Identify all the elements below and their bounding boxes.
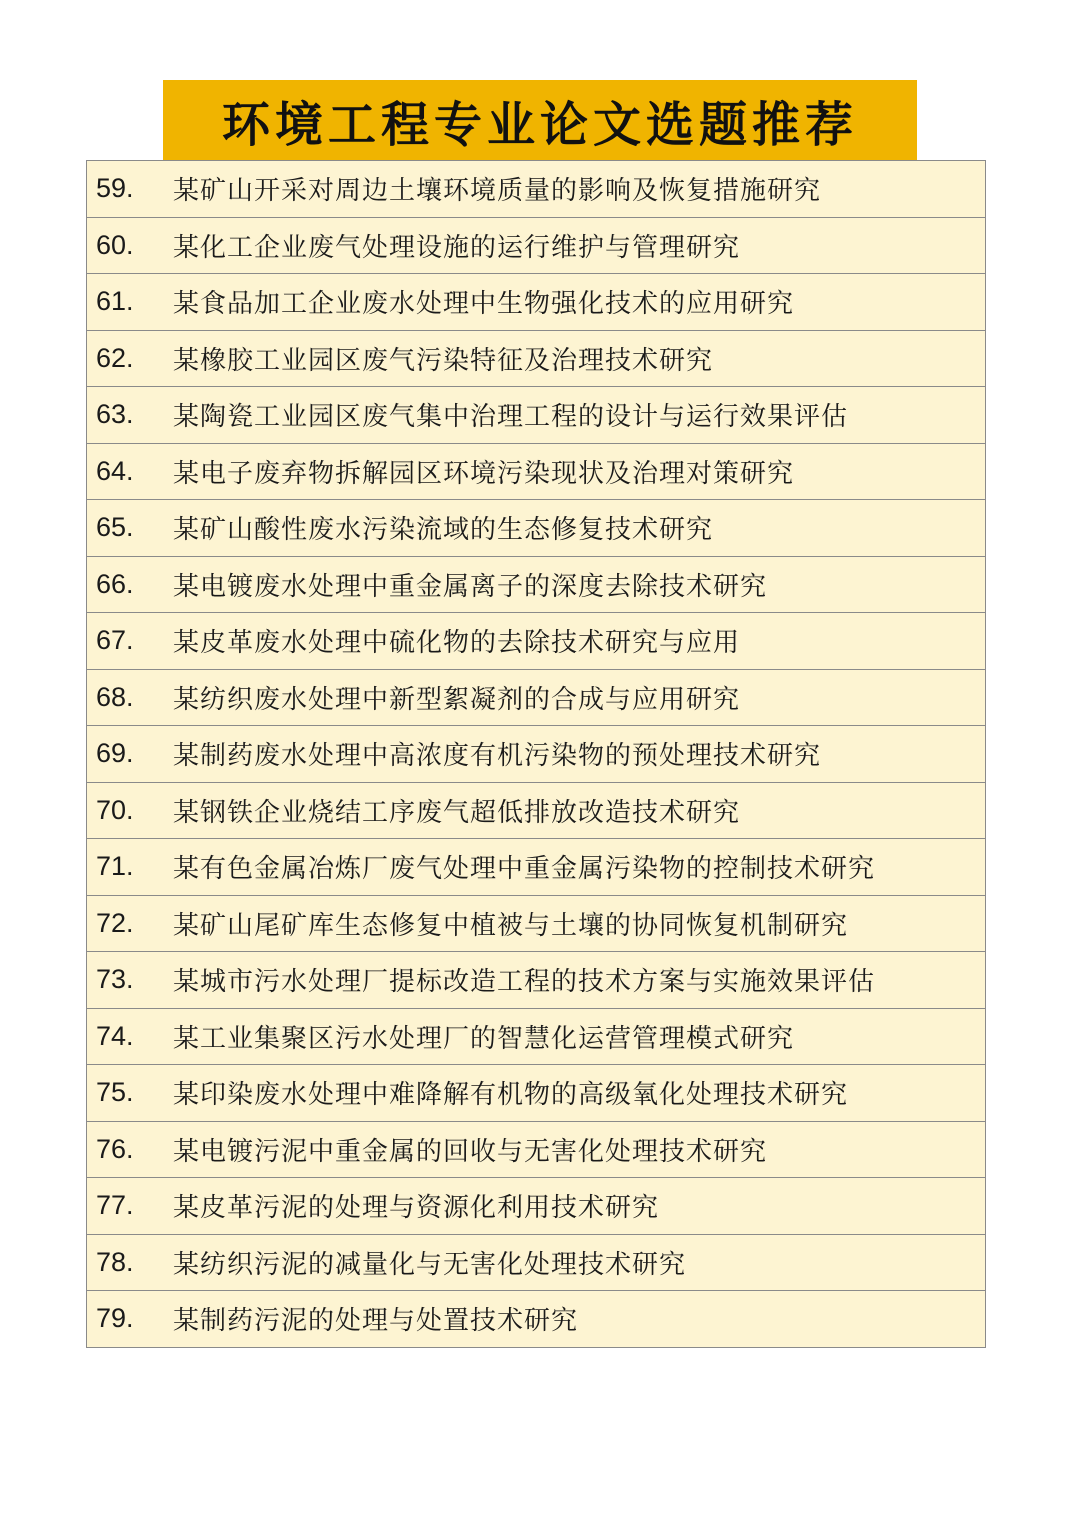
- topic-row: [87, 952, 985, 1009]
- topic-number: 67.: [96, 625, 134, 656]
- topic-number: 79.: [96, 1303, 134, 1334]
- topic-number: 59.: [96, 173, 134, 204]
- topic-title: 某制药废水处理中高浓度有机污染物的预处理技术研究: [173, 741, 822, 772]
- topic-title: 某印染废水处理中难降解有机物的高级氧化处理技术研究: [173, 1080, 849, 1111]
- topic-title: 某皮革污泥的处理与资源化利用技术研究: [173, 1193, 660, 1224]
- topic-row: [87, 839, 985, 896]
- topic-number: 60.: [96, 229, 134, 260]
- topic-title: 某化工企业废气处理设施的运行维护与管理研究: [173, 232, 741, 263]
- topic-number: 65.: [96, 512, 134, 543]
- topic-row: [87, 670, 985, 727]
- topic-number: 78.: [96, 1246, 134, 1277]
- topic-number: 63.: [96, 399, 134, 430]
- topic-row: [87, 557, 985, 614]
- topic-title: 某矿山开采对周边土壤环境质量的影响及恢复措施研究: [173, 176, 822, 207]
- topic-title: 某矿山尾矿库生态修复中植被与土壤的协同恢复机制研究: [173, 910, 849, 941]
- topic-row: [87, 218, 985, 275]
- topic-row: [87, 500, 985, 557]
- topic-row: [87, 1235, 985, 1292]
- topic-number: 76.: [96, 1133, 134, 1164]
- topic-row: [87, 1178, 985, 1235]
- topic-row: [87, 1065, 985, 1122]
- topic-title: 某电子废弃物拆解园区环境污染现状及治理对策研究: [173, 458, 795, 489]
- title-banner: [163, 80, 917, 160]
- topic-number: 77.: [96, 1190, 134, 1221]
- topic-title: 某食品加工企业废水处理中生物强化技术的应用研究: [173, 289, 795, 320]
- topic-number: 64.: [96, 455, 134, 486]
- topic-title: 某电镀废水处理中重金属离子的深度去除技术研究: [173, 571, 768, 602]
- topic-number: 73.: [96, 964, 134, 995]
- topic-title: 某制药污泥的处理与处置技术研究: [173, 1306, 579, 1337]
- topic-title: 某矿山酸性废水污染流域的生态修复技术研究: [173, 515, 714, 546]
- topic-row: [87, 161, 985, 218]
- topic-number: 66.: [96, 568, 134, 599]
- topic-row: [87, 1291, 985, 1348]
- topic-title: 某电镀污泥中重金属的回收与无害化处理技术研究: [173, 1136, 768, 1167]
- topic-title: 某皮革废水处理中硫化物的去除技术研究与应用: [173, 628, 741, 659]
- topic-number: 68.: [96, 681, 134, 712]
- topic-title: 某橡胶工业园区废气污染特征及治理技术研究: [173, 345, 714, 376]
- topic-row: [87, 613, 985, 670]
- topic-row: [87, 274, 985, 331]
- topic-row: [87, 783, 985, 840]
- topic-number: 72.: [96, 907, 134, 938]
- topic-title: 某陶瓷工业园区废气集中治理工程的设计与运行效果评估: [173, 402, 849, 433]
- topic-title: 某纺织污泥的减量化与无害化处理技术研究: [173, 1249, 687, 1280]
- topic-number: 70.: [96, 794, 134, 825]
- topic-title: 某有色金属冶炼厂废气处理中重金属污染物的控制技术研究: [173, 854, 876, 885]
- topic-number: 62.: [96, 342, 134, 373]
- topic-table: [86, 160, 986, 1348]
- topic-title: 某城市污水处理厂提标改造工程的技术方案与实施效果评估: [173, 967, 876, 998]
- topic-row: [87, 1009, 985, 1066]
- topic-row: [87, 331, 985, 388]
- topic-number: 61.: [96, 286, 134, 317]
- topic-row: [87, 444, 985, 501]
- topic-number: 75.: [96, 1077, 134, 1108]
- topic-row: [87, 387, 985, 444]
- topic-row: [87, 1122, 985, 1179]
- topic-number: 69.: [96, 738, 134, 769]
- topic-title: 某工业集聚区污水处理厂的智慧化运营管理模式研究: [173, 1023, 795, 1054]
- topic-number: 74.: [96, 1020, 134, 1051]
- topic-row: [87, 726, 985, 783]
- topic-title: 某钢铁企业烧结工序废气超低排放改造技术研究: [173, 797, 741, 828]
- topic-title: 某纺织废水处理中新型絮凝剂的合成与应用研究: [173, 684, 741, 715]
- page-title: 环境工程专业论文选题推荐: [221, 96, 858, 153]
- topic-number: 71.: [96, 851, 134, 882]
- topic-row: [87, 896, 985, 953]
